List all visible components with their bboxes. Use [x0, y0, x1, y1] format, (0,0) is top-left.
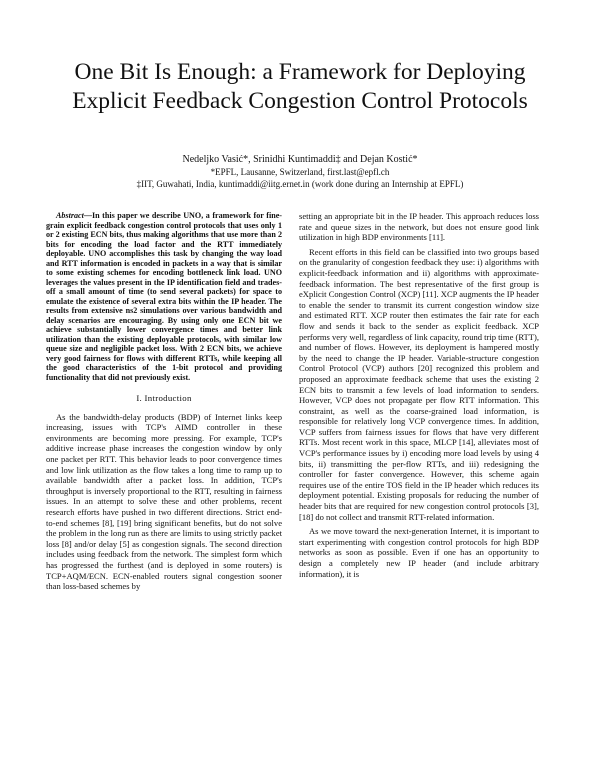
body-paragraph-motivation: As we move toward the next-generation Internet, it is important to start experimenting with congestion control protocols for high BDP networks as soon as possible. Even if one has an opportunity to design a completely new IP header (and include arbitrary information), it is: [299, 526, 539, 579]
section-heading-introduction: I. Introduction: [136, 393, 192, 403]
paper-authors: Nedeljko Vasić*, Srinidhi Kuntimaddi‡ and Dejan Kostić*: [182, 154, 418, 165]
body-paragraph-continued: setting an appropriate bit in the IP header. This approach reduces loss rate and queue sizes in the network, but does not ensure good link utilization in high BDP environments [11].: [299, 211, 539, 243]
abstract-text: In this paper we describe UNO, a framework for fine-grain explicit feedback congestion control protocols that uses only 1 or 2 existing ECN bits, thus making algorithms that use more than 2 bits for encoding the load factor and the RTT immediately deployable. UNO accomplishes this task by changing the way load and RTT information is encoded in packets in a way that is similar to some existing schemes for encoding bottleneck link load. UNO leverages the values present in the IP identification field and trades-off a small amount of time (to send several packets) for space to emulate the existence of several extra bits within the IP header. The results from extensive ns2 simulations over various bandwidth and delay scenarios are encouraging. By using only one ECN bit we achieve substantially lower convergence times and better link utilization than the existing deployable protocols, with similar low queue size and negligible packet loss. With 2 ECN bits, we achieve very good fairness for flows with different RTTs, while keeping all the good characteristics of the 1-bit protocol and providing functionality that did not previously exist.: [46, 211, 282, 382]
paper-title: One Bit Is Enough: a Framework for Deploying Explicit Feedback Congestion Control Protocols: [72, 59, 528, 114]
abstract: Abstract—In this paper we describe UNO, a framework for fine-grain explicit feedback congestion control protocols that uses only 1 or 2 existing ECN bits, thus making algorithms that use more than 2 bits for encoding the load factor and the RTT immediately deployable. UNO accomplishes this task by changing the way load and RTT information is encoded in packets in a way that is similar to some existing schemes for encoding bottleneck link load. UNO leverages the values present in the IP identification field and trades-off a small amount of time (to send several packets) for space to emulate the existence of several extra bits within the IP header. The results from extensive ns2 simulations over various bandwidth and delay scenarios are encouraging. By using only one ECN bit we achieve substantially lower convergence times and better link utilization than the existing deployable protocols, with similar low queue size and negligible packet loss. With 2 ECN bits, we achieve very good fairness for flows with different RTTs, while keeping all the good characteristics of the 1-bit protocol and providing functionality that did not previously exist.: [46, 211, 282, 382]
right-column: [299, 211, 539, 767]
intro-paragraph: As the bandwidth-delay products (BDP) of Internet links keep increasing, issues with TCP's AIMD controller in these environments are becoming more pressing. For example, TCP's additive increase phase increases the congestion window by only one packet per RTT. This behavior leads to poor convergence times and low link utilization as the flow takes a long time to ramp up to available bandwidth after a packet loss. In addition, TCP's throughput is inversely proportional to the RTT, resulting in fairness issues. In an attempt to solve these and other problems, recent research efforts have pushed in two different directions. Strict end-to-end schemes [8], [19] bring significant benefits, but do not solve the problem in the long run as there are limits to using strictly packet loss [8] and/or delay [5] as congestion signals. The second direction includes using feedback from the network. The simplest form which has progressed the furthest (and is deployed in some routers) is TCP+AQM/ECN. ECN-enabled routers signal congestion sooner than loss-based schemes by: [46, 411, 282, 592]
body-paragraph-related-work: Recent efforts in this field can be classified into two groups based on the granularity of congestion feedback they use: i) algorithms with explicit-feedback information and ii) algorithms with approximate-feedback information. The best representative of the first group is eXplicit Congestion Control (XCP) [11]. XCP augments the IP header to enable the sender to transmit its current congestion window size and estimated RTT. XCP router then estimates the fair rate for each flow and sends it back to the sender as explicit feedback. XCP performs very well, regardless of link capacity, round trip time (RTT), and number of flows. However, its deployment is hampered mostly by the need to change the IP header. Variable-structure congestion Control Protocol (VCP) authors [20] recognized this problem and proposed an approximate feedback scheme that uses the existing 2 ECN bits to transmit a few levels of load information to senders. However, VCP does not propagate per flow RTT information. This constraint, as well as the coarse-grained load information, is responsible for relatively long VCP convergence times. In addition, VCP suffers from fairness issues for flows that have very different RTTs. Most recent work in this space, MLCP [14], alleviates most of VCP's performance issues by i) encoding more load levels by using 4 bits, ii) transmitting the per-flow RTTs, and iii) redesigning the controller for faster convergence. However, this scheme again requires use of the entire TOS field in the IP header which reduces its deployment potential. Existing proposals for reducing the number of header bits that are required for new congestion control protocols [3], [18] do not collect and transmit RTT-related information.: [299, 246, 539, 522]
abstract-label: Abstract: [56, 211, 84, 220]
left-column: [46, 211, 282, 767]
affiliation-epfl: *EPFL, Lausanne, Switzerland, first.last@epfl.ch: [210, 167, 390, 177]
affiliation-iit: ‡IIT, Guwahati, India, kuntimaddi@iitg.ernet.in (work done during an Internship at EPFL): [136, 179, 464, 189]
